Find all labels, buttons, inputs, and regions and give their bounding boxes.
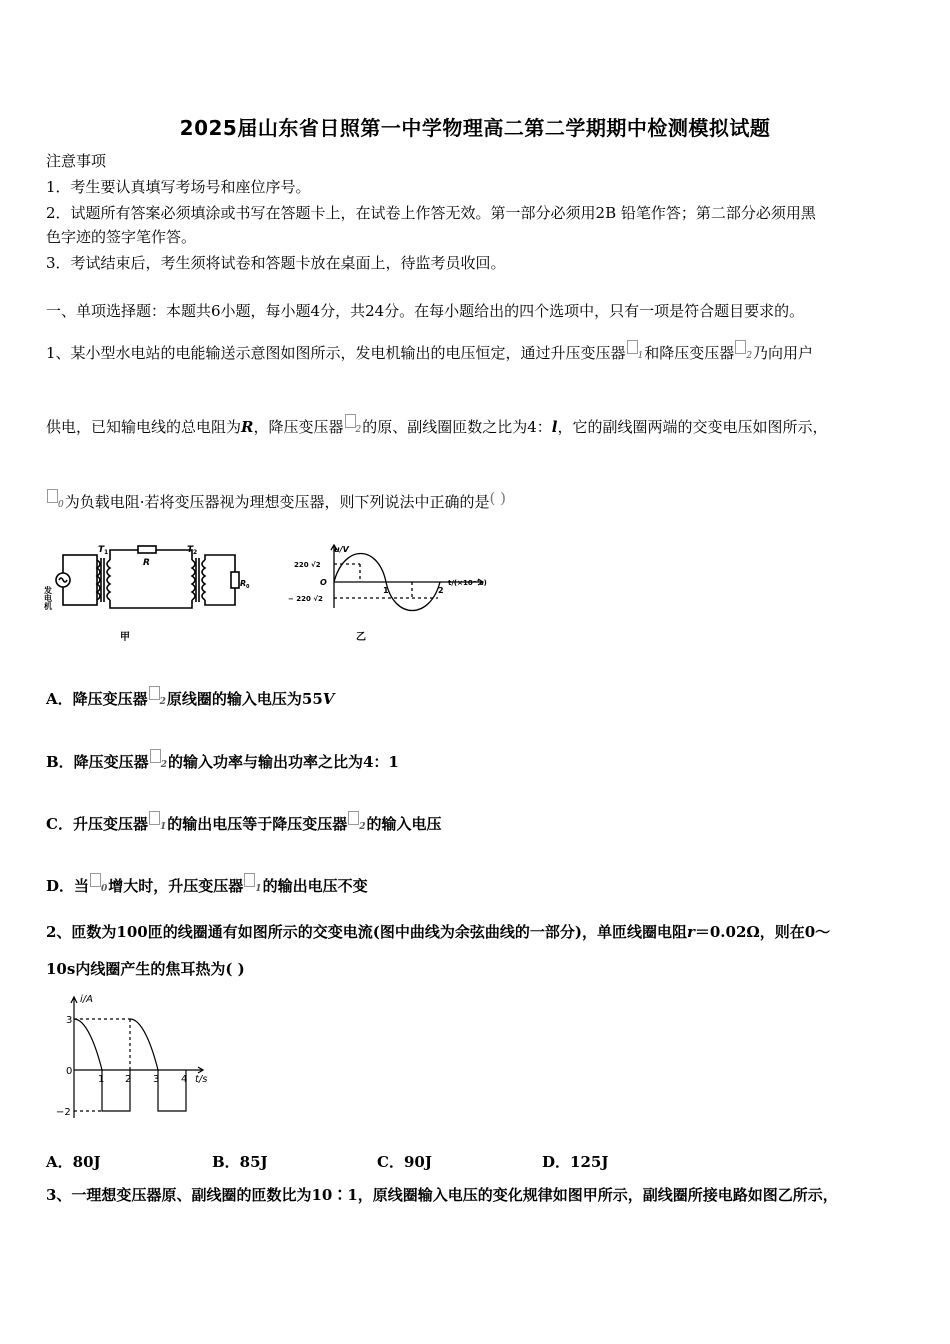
subscript: 0 — [58, 500, 64, 510]
q2-option-a[interactable]: A．80J — [46, 1153, 101, 1171]
load-label: R — [240, 579, 247, 588]
voltage-graph — [282, 540, 497, 648]
circuit-diagram — [44, 540, 254, 648]
current-graph-x2: 2 — [125, 1074, 132, 1085]
q1-dot: · — [139, 493, 145, 511]
section-heading: 一、单项选择题：本题共6小题，每小题4分，共24分。在每小题给出的四个选项中，只有一项是符合题目要求的。 — [46, 302, 805, 320]
subscript: 1 — [159, 822, 167, 832]
q2-option-d[interactable]: D．125J — [542, 1153, 609, 1171]
symbol-box-icon — [345, 414, 356, 428]
q1-option-d-mid: 增大时，升压变压器 — [108, 877, 244, 895]
q1-option-a-pre: A．降压变压器 — [46, 690, 148, 708]
notice-item-2-cont: 色字迹的签字笔作答。 — [46, 228, 197, 246]
symbol-box-icon — [90, 873, 101, 887]
q1-option-b-post: 的输入功率与输出功率之比为4：1 — [167, 753, 399, 771]
symbol-box-icon — [348, 811, 359, 825]
subscript: 2 — [359, 822, 366, 832]
load-subscript: 0 — [246, 584, 250, 590]
unit-v: V — [322, 690, 335, 708]
q1-option-c-pre: C．升压变压器 — [46, 815, 148, 833]
t1-label: T — [98, 545, 105, 555]
notice-item-1: 1．考生要认真填写考场号和座位序号。 — [46, 178, 311, 196]
q1-option-a-post: 原线圈的输入电压为55 — [166, 690, 323, 708]
current-graph-x1: 1 — [98, 1074, 105, 1085]
answer-bracket: ( ) — [489, 489, 507, 507]
subscript: 2 — [159, 697, 166, 707]
q1-option-d[interactable] — [46, 873, 368, 899]
q1-text-2a: 供电，已知输电线的总电阻为 — [46, 418, 242, 436]
q1-option-c-post: 的输入电压 — [366, 815, 442, 833]
q1-text-1b: 和降压变压器 — [644, 344, 735, 362]
q1-line-3 — [46, 488, 506, 515]
page-title: 2025届山东省日照第一中学物理高二第二学期期中检测模拟试题 — [179, 116, 771, 140]
notice-heading: 注意事项 — [46, 152, 107, 170]
t2-label: T — [187, 545, 194, 555]
q1-text-1a: 1、某小型水电站的电能输送示意图如图所示，发电机输出的电压恒定，通过升压变压器 — [46, 344, 626, 362]
q1-text-3a: 为负载电阻 — [64, 493, 140, 511]
q1-option-a[interactable] — [46, 686, 334, 712]
graph-ylabel: u/V — [334, 545, 349, 554]
graph-origin: O — [320, 578, 327, 587]
q1-text-2c: 的原、副线圈匝数之比为4： — [362, 418, 552, 436]
q1-line-2 — [46, 414, 828, 440]
q2-text-1a: 2、匝数为100匝的线圈通有如图所示的交变电流(图中曲线为余弦曲线的一部分)，单匝线圈电阻 — [46, 923, 687, 941]
q3-line-1: 3、一理想变压器原、副线圈的匝数比为10∶1，原线圈输入电压的变化规律如图甲所示，副线圈所接电路如图乙所示， — [46, 1186, 838, 1204]
current-graph-y3: 3 — [66, 1015, 73, 1026]
t2-subscript: 2 — [193, 549, 198, 556]
graph-ytop: 220 √2 — [294, 561, 321, 569]
current-graph-ylabel: i/A — [80, 994, 93, 1005]
q1-option-b-pre: B．降压变压器 — [46, 753, 149, 771]
q1-option-d-post: 的输出电压不变 — [262, 877, 368, 895]
q2-option-b[interactable]: B．85J — [212, 1153, 268, 1171]
t1-subscript: 1 — [104, 549, 109, 556]
q2-option-c[interactable]: C．90J — [377, 1153, 432, 1171]
q1-text-2b: ，降压变压器 — [253, 418, 344, 436]
current-graph — [52, 990, 222, 1124]
var-l: l — [551, 418, 558, 436]
q1-option-c[interactable] — [46, 811, 442, 837]
symbol-box-icon — [150, 749, 161, 763]
q1-line-1 — [46, 340, 813, 366]
current-graph-yneg: −2 — [56, 1107, 71, 1118]
figure-caption-yi: 乙 — [356, 632, 366, 643]
graph-tick-1: 1 — [383, 586, 389, 595]
resistor-label: R — [143, 558, 150, 568]
symbol-box-icon — [47, 489, 58, 503]
graph-ybottom: − 220 √2 — [288, 595, 323, 603]
q1-option-d-pre: D．当 — [46, 877, 90, 895]
q2-line-1 — [46, 922, 830, 942]
subscript: 1 — [637, 351, 644, 361]
notice-item-2: 2．试题所有答案必须填涂或书写在答题卡上，在试卷上作答无效。第一部分必须用2B 铅笔作答；第二部分必须用黑 — [46, 204, 816, 222]
q2-line-2: 10s内线圈产生的焦耳热为( ) — [46, 960, 245, 978]
var-r: r — [686, 923, 695, 941]
current-graph-x3: 3 — [153, 1074, 160, 1085]
generator-label: 发电机 — [44, 586, 53, 610]
figure-caption-jia: 甲 — [120, 632, 130, 643]
symbol-box-icon — [244, 873, 255, 887]
q1-option-c-mid: 的输出电压等于降压变压器 — [167, 815, 348, 833]
current-graph-x4: 4 — [181, 1074, 188, 1085]
graph-tick-2: 2 — [438, 586, 444, 595]
subscript: 2 — [746, 351, 753, 361]
subscript: 1 — [255, 884, 262, 894]
q1-text-2d: ，它的副线圈两端的交变电压如图所示， — [557, 418, 828, 436]
symbol-box-icon — [149, 811, 160, 825]
var-R: R — [241, 418, 254, 436]
current-graph-xlabel: t/s — [195, 1074, 208, 1085]
q2-text-1b: ＝0.02Ω，则在0～ — [694, 923, 831, 941]
subscript: 2 — [355, 425, 362, 435]
q1-option-b[interactable] — [46, 749, 399, 775]
q1-text-3b: 若将变压器视为理想变压器，则下列说法中正确的是 — [144, 493, 490, 511]
notice-item-3: 3．考试结束后，考生须将试卷和答题卡放在桌面上，待监考员收回。 — [46, 254, 506, 272]
graph-xlabel: t/(×10⁻²s) — [448, 579, 487, 587]
symbol-box-icon — [149, 686, 160, 700]
symbol-box-icon — [627, 340, 638, 354]
symbol-box-icon — [735, 340, 746, 354]
subscript: 2 — [160, 760, 167, 770]
current-graph-y0: 0 — [66, 1066, 73, 1077]
q1-text-1c: 乃向用户 — [753, 344, 814, 362]
subscript: 0 — [101, 884, 108, 894]
